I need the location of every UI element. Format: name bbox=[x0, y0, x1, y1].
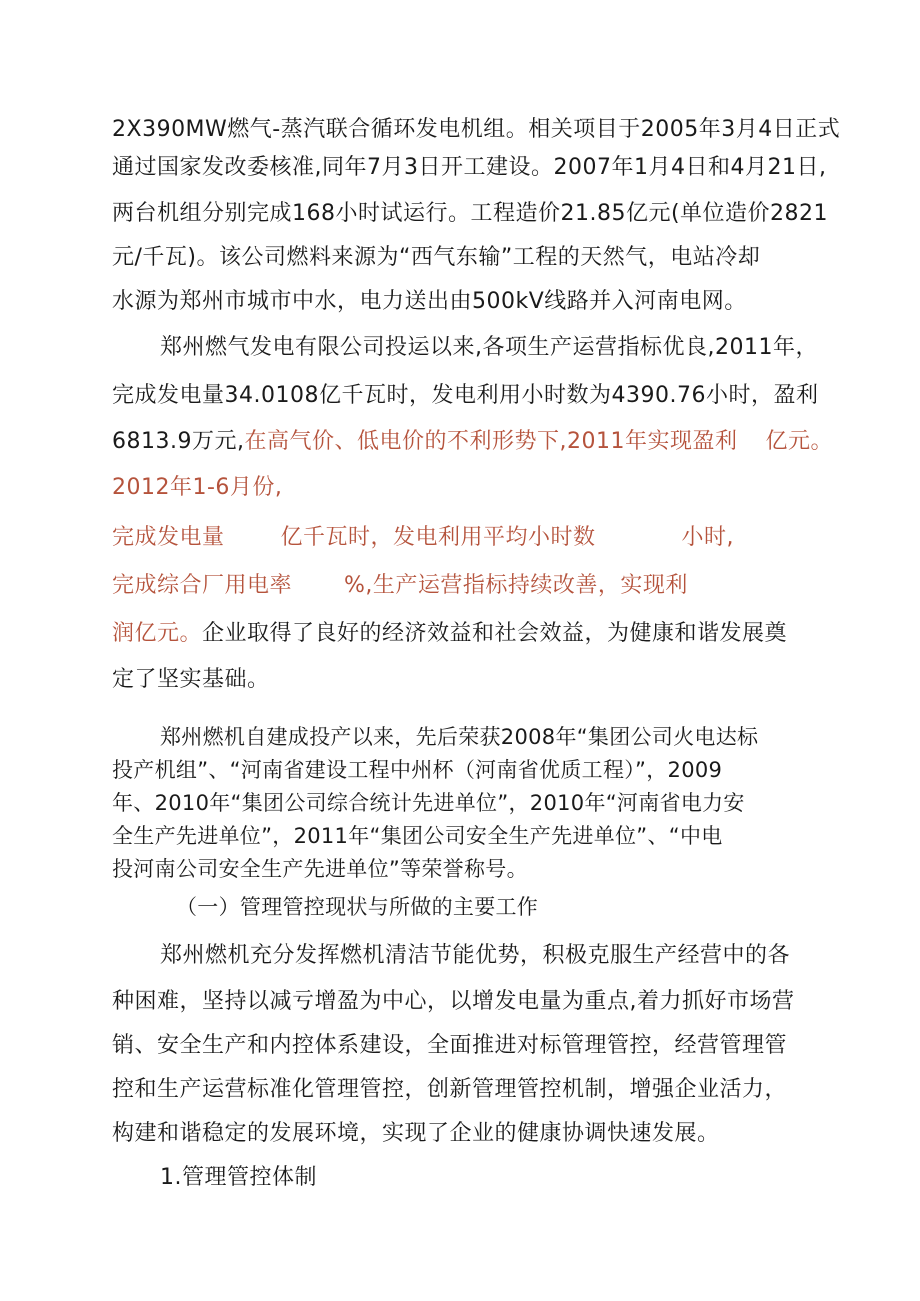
paragraph-1-line-1: 2X390MW燃气-蒸汽联合循环发电机组。相关项目于2005年3月4日正式 bbox=[112, 117, 841, 142]
paragraph-4-line-5: 构建和谐稳定的发展环境，实现了企业的健康协调快速发展。 bbox=[112, 1121, 720, 1146]
paragraph-4-line-1: 郑州燃机充分发挥燃机清洁节能优势，积极克服生产经营中的各 bbox=[160, 943, 791, 968]
paragraph-3-line-3: 年、2010年“集团公司综合统计先进单位”，2010年“河南省电力安 bbox=[112, 791, 745, 815]
paragraph-3-line-2: 投产机组”、“河南省建设工程中州杯（河南省优质工程）”，2009 bbox=[112, 758, 723, 782]
paragraph-2-line-4: 2012年1-6月份, bbox=[112, 475, 283, 500]
paragraph-3-line-1: 郑州燃机自建成投产以来，先后荣获2008年“集团公司火电达标 bbox=[160, 725, 759, 749]
generation-label: 完成发电量 bbox=[112, 525, 225, 550]
profit-2011-text: 在高气价、低电价的不利形势下,2011年实现盈利 bbox=[244, 429, 738, 454]
paragraph-1-line-3: 两台机组分别完成168小时试运行。工程造价21.85亿元(单位造价2821 bbox=[112, 201, 829, 226]
paragraph-2-line-8: 定了坚实基础。 bbox=[112, 667, 270, 692]
paragraph-2-line-7 bbox=[112, 619, 787, 649]
paragraph-1-line-4: 元/千瓦)。该公司燃料来源为“西气东输”工程的天然气，电站冷却 bbox=[112, 245, 761, 270]
paragraph-2-line-5 bbox=[112, 523, 734, 553]
plant-use-rate-label: 完成综合厂用电率 bbox=[112, 573, 293, 598]
paragraph-4-line-2: 种困难，坚持以减亏增盈为中心，以增发电量为重点,着力抓好市场营 bbox=[112, 989, 795, 1014]
section-heading: （一）管理管控现状与所做的主要工作 bbox=[176, 895, 539, 919]
paragraph-2-line-2: 完成发电量34.0108亿千瓦时，发电利用小时数为4390.76小时，盈利 bbox=[112, 383, 819, 408]
hours-label: 亿千瓦时，发电利用平均小时数 bbox=[280, 525, 596, 550]
profit-value: 6813.9万元, bbox=[112, 429, 245, 454]
paragraph-2-line-3 bbox=[112, 427, 833, 457]
profit-h1-text: 润亿元。 bbox=[112, 621, 203, 646]
paragraph-3-line-4: 全生产先进单位”，2011年“集团公司安全生产先进单位”、“中电 bbox=[112, 824, 723, 848]
paragraph-4-line-4: 控和生产运营标准化管理管控，创新管理管控机制，增强企业活力， bbox=[112, 1077, 788, 1102]
paragraph-3-line-5: 投河南公司安全生产先进单位”等荣誉称号。 bbox=[112, 857, 528, 881]
hours-unit: 小时, bbox=[681, 525, 735, 550]
profit-2011-unit: 亿元。 bbox=[765, 429, 833, 454]
subsection-heading: 1.管理管控体制 bbox=[160, 1165, 317, 1190]
benefit-text: 企业取得了良好的经济效益和社会效益，为健康和谐发展奠 bbox=[202, 621, 788, 646]
paragraph-2-line-1: 郑州燃气发电有限公司投运以来,各项生产运营指标优良,2011年， bbox=[160, 335, 818, 360]
paragraph-1-line-5: 水源为郑州市城市中水，电力送出由500kV线路并入河南电网。 bbox=[112, 289, 747, 314]
paragraph-2-line-6 bbox=[112, 571, 688, 601]
improvement-text: %,生产运营指标持续改善，实现利 bbox=[344, 573, 688, 598]
paragraph-4-line-3: 销、安全生产和内控体系建设，全面推进对标管理管控，经营管理管 bbox=[112, 1033, 788, 1058]
paragraph-1-line-2: 通过国家发改委核准,同年7月3日开工建设。2007年1月4日和4月21日, bbox=[112, 155, 827, 180]
